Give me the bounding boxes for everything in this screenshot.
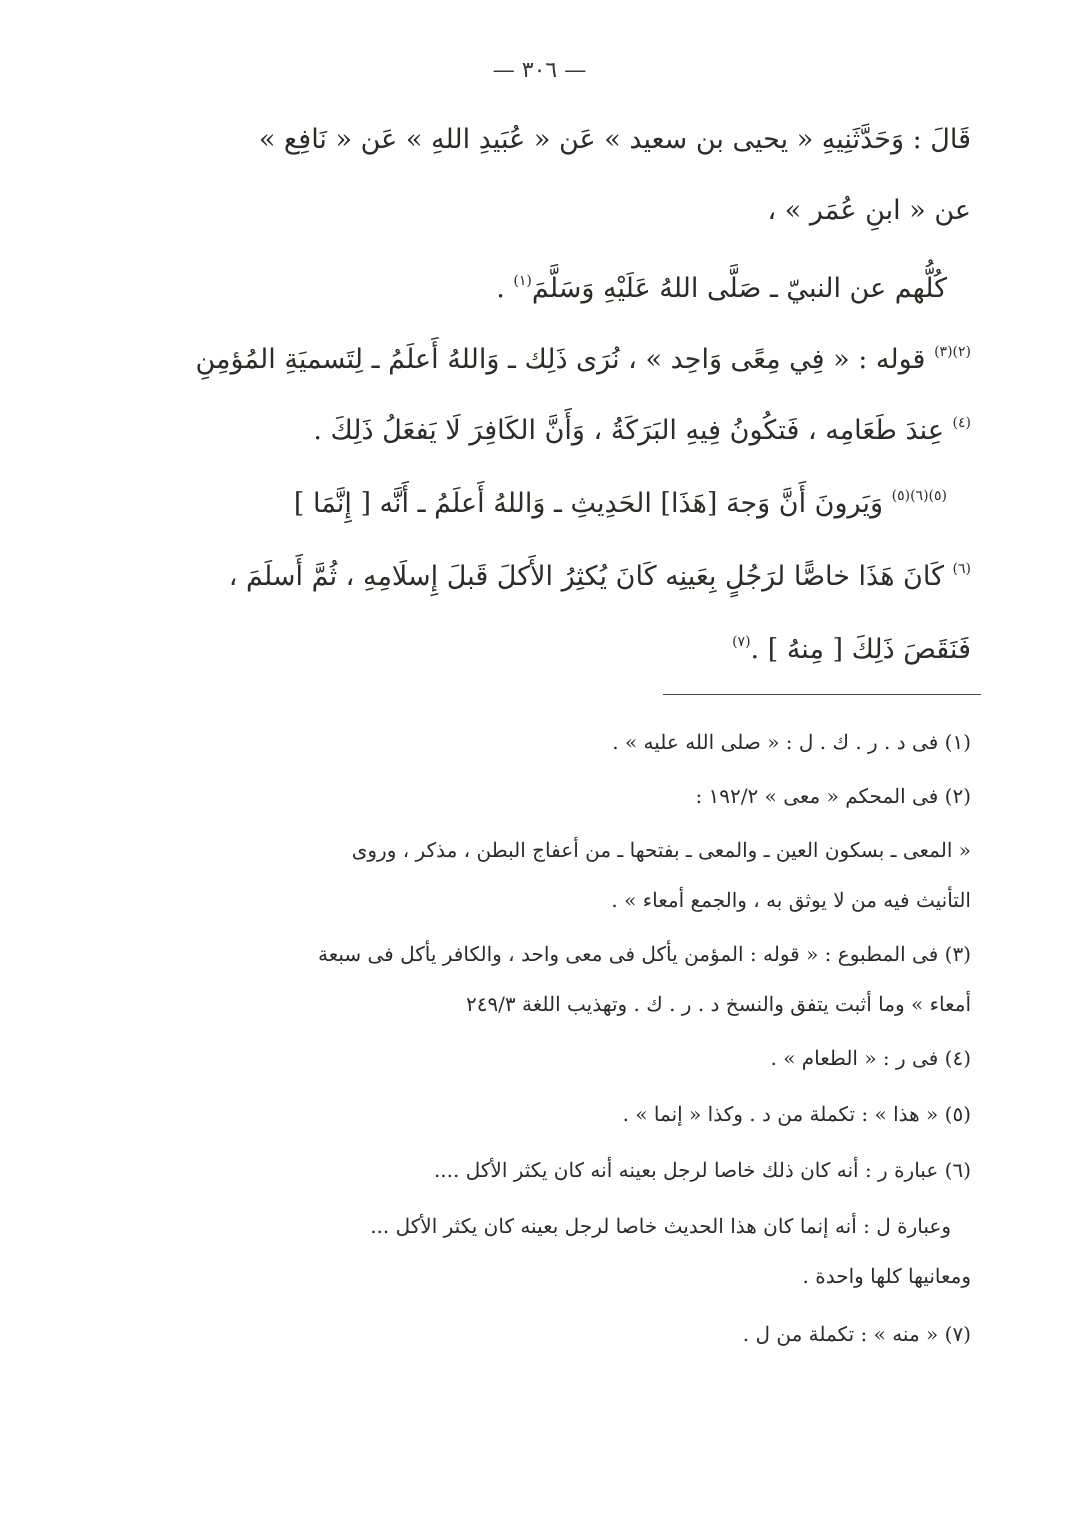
footnote-6-cont: ومعانيها كلها واحدة .	[802, 1264, 971, 1288]
footnote-ref-5a: (٥)	[928, 488, 947, 504]
footnote-ref-2: (٢)	[952, 344, 971, 360]
text-line-7	[121, 552, 971, 592]
footnote-2: (٢) فى المحكم « معى » ١٩٢/٢ :	[695, 784, 971, 808]
text-line-2: عن « ابنِ عُمَر » ،	[767, 195, 971, 226]
text-line-6	[121, 479, 971, 519]
footnote-1: (١) فى د . ر . ك . ل : « صلى الله عليه » .	[612, 730, 971, 754]
footnote-6: (٦) عبارة ر : أنه كان ذلك خاصا لرجل بعينه أنه كان يكثر الأكل ....	[433, 1158, 971, 1182]
footnote-7: (٧) « منه » : تكملة من ل .	[742, 1322, 971, 1346]
footnote-2-quote-cont: التأنيث فيه من لا يوثق به ، والجمع أمعاء » .	[611, 888, 971, 912]
footnote-ref-5b: (٥)	[891, 488, 911, 504]
text-line-8-body: فَنَقَصَ ذَلِكَ [ مِنهُ ] .	[750, 634, 971, 665]
footnote-2-quote: « المعى ـ بسكون العين ـ والمعى ـ بفتحها ـ من أعفاج البطن ، مذكر ، وروى	[351, 838, 971, 862]
footnote-ref-1: (١)	[513, 273, 532, 289]
footnotes	[121, 722, 971, 1348]
text-line-6-body: وَيَرونَ أَنَّ وَجهَ [هَذَا] الحَدِيثِ ـ وَاللهُ أَعلَمُ ـ أَنَّه [ إِنَّمَا ]	[293, 488, 883, 519]
text-line-8	[121, 625, 971, 665]
text-line-5	[121, 406, 971, 446]
footnote-5: (٥) « هذا » : تكملة من د . وكذا « إنما » .	[622, 1102, 971, 1126]
footnote-ref-4: (٤)	[952, 415, 971, 431]
footnote-3: (٣) فى المطبوع : « قوله : المؤمن يأكل فى معى واحد ، والكافر يأكل فى سبعة	[317, 942, 971, 966]
text-line-5-body: عِندَ طَعَامِه ، فَتكُونُ فِيهِ البَرَكَةُ ، وَأَنَّ الكَافِرَ لَا يَفعَلُ ذَلِكَ .	[313, 415, 944, 446]
footnote-ref-7: (٧)	[732, 634, 751, 650]
footnote-3-cont: أمعاء » وما أثبت يتفق والنسخ د . ر . ك . وتهذيب اللغة ٢٤٩/٣	[465, 992, 971, 1016]
text-line-4-body: قوله : « فِي مِعًى وَاحِد » ، نُرَى ذَلِك ـ وَاللهُ أَعلَمُ ـ لِتَسميَةِ المُؤمِنِ	[195, 344, 926, 375]
text-line-4	[121, 335, 971, 375]
text-line-3-body: كُلُّهم عن النبيّ ـ صَلَّى اللهُ عَلَيْهِ وَسَلَّمَ	[531, 273, 947, 304]
text-line-7-body: كَانَ هَذَا خاصًّا لرَجُلٍ بِعَينِه كَانَ يُكثِرُ الأَكلَ قَبلَ إِسلَامِهِ ، ثُمَّ أَسلَمَ ،	[228, 561, 944, 592]
footnote-ref-6b: (٦)	[952, 561, 971, 577]
text-line-1: قَالَ : وَحَدَّثَنِيهِ « يحيى بن سعيد » عَن « عُبَيدِ اللهِ » عَن « نَافِع »	[258, 124, 971, 155]
footnote-divider	[663, 694, 981, 695]
footnote-ref-6: (٦)	[910, 488, 929, 504]
footnote-6-variant: وعبارة ل : أنه إنما كان هذا الحديث خاصا لرجل بعينه كان يكثر الأكل ...	[370, 1214, 951, 1238]
footnote-4: (٤) فى ر : « الطعام » .	[770, 1046, 971, 1070]
text-line-3: كُلُّهم عن النبيّ ـ صَلَّى اللهُ عَلَيْهِ وَسَلَّمَ$^{(١)}$ .	[496, 273, 947, 304]
footnote-ref-3: (٣)	[934, 344, 953, 360]
main-text	[121, 110, 971, 665]
page-number: — ٣٠٦ —	[492, 58, 587, 83]
